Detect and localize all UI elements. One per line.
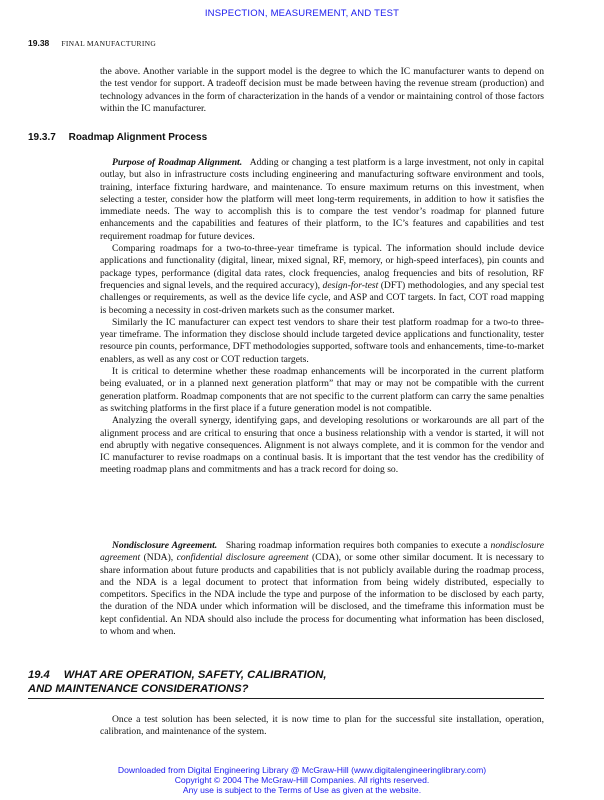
- nda-text-2: (NDA),: [143, 552, 174, 564]
- running-head: [28, 38, 156, 48]
- nda-text-3: (CDA), or some other similar document. It is necessary to share information about future products and capabilities that is not publicly available during the roadmap process, and the NDA is a legal document to protect that information from being widely distributed, especially to competitors. Specifics in the NDA include the type and purpose of the information to be disclosed by each party, the duration of the NDA under which information will be disclosed, and the timeframe this information must be kept confidential. An NDA should also include the process for documenting what information has been disclosed, to whom and when.: [100, 552, 544, 638]
- critical-paragraph: It is critical to determine whether these roadmap enhancements will be incorporated in the current platform being evaluated, or in a planned next generation platform” that may or may not be compatible with the current generation platform. Roadmap components that are not specific to the current platform can carry the same penalties as switching platforms in the first place if a future generation model is not compatible.: [100, 366, 544, 414]
- subsection-number: 19.3.7: [28, 132, 56, 143]
- purpose-paragraph: [100, 157, 544, 243]
- footer-terms-link[interactable]: Any use is subject to the Terms of Use as given at the website.: [182, 785, 422, 795]
- nda-text-block: [100, 540, 544, 638]
- analyzing-paragraph: Analyzing the overall synergy, identifying gaps, and developing resolutions or workarounds are all part of the alignment process and are critical to ensuring that once a business relationship with a vendor is started, it will not end abruptly with negative consequences. Alignment is not always complete, and it is common for the vendor and IC manufacturer to revise roadmaps on a continual basis. It is important that the test vendor has the credibility of meeting roadmap plans and commitments and has a track record for doing so.: [100, 415, 544, 476]
- major-section-heading: [28, 668, 544, 699]
- purpose-run-head: Purpose of Roadmap Alignment.: [112, 157, 243, 168]
- major-section-title-line1: WHAT ARE OPERATION, SAFETY, CALIBRATION,: [63, 669, 327, 681]
- top-banner: INSPECTION, MEASUREMENT, AND TEST: [204, 8, 400, 19]
- comparing-paragraph: [100, 243, 544, 317]
- similarly-paragraph: Similarly the IC manufacturer can expect test vendors to share their test platform roadmap for a two-to three-year timeframe. The information they disclose should include targeted device applications and functionality, tester resource pin counts, performance, DFT methodologies supported, software tools and enhancements, time-to-market enablers, as well as any cost or COT reduction targets.: [100, 316, 544, 365]
- nda-text-1: Sharing roadmap information requires both companies to execute a: [225, 540, 488, 551]
- nda-paragraph: [100, 540, 544, 638]
- roadmap-text-block: [100, 157, 544, 477]
- subsection-heading: [28, 132, 207, 143]
- purpose-text: Adding or changing a test platform is a large investment, not only in capital outlay, but also in infrastructure costs including engineering and manufacturing software environment and tools, training, interface fixturing hardware, and maintenance. To ensure maximum returns on this investment, when selecting a tester, consider how the platform will meet long-term requirements, in addition to how it satisfies the immediate needs. The way to accomplish this is to compare the test vendor’s roadmap for planned future enhancements and the capabilities and features of their platform, to the IC’s features and capabilities and test requirement roadmap for future devices.: [100, 157, 544, 242]
- major-section-title-line2: AND MAINTENANCE CONSIDERATIONS?: [28, 683, 249, 695]
- nda-italic-term-2: confidential disclosure agreement: [176, 552, 309, 564]
- footer: [0, 765, 604, 795]
- intro-paragraph-block: [100, 66, 544, 115]
- comparing-text-2: (DFT) methodologies, and any special test challenges or requirements, as well as the device life cycle, and ASP and COT targets. In fact, COT road mapping is becoming a necessity in cost-driven markets such as the consumer market.: [100, 279, 545, 316]
- running-head-section: FINAL MANUFACTURING: [61, 39, 157, 48]
- major-section-number: 19.4: [28, 669, 50, 681]
- closing-paragraph: Once a test solution has been selected, it is now time to plan for the successful site installation, operation, calibration, and maintenance of the system.: [100, 714, 544, 738]
- closing-paragraph-block: [100, 714, 544, 739]
- comparing-italic-term: design-for-test: [322, 279, 379, 291]
- comparing-text-1: Comparing roadmaps for a two-to-three-year timeframe is typical. The information should include device applications and functionality (digital, linear, mixed signal, RF, memory, or high-speed interfaces), pin counts and package types, performance (digital data rates, clock frequencies, analog frequencies and bits of resolution, RF frequencies and signal levels, and the required accuracy),: [100, 243, 544, 291]
- footer-copyright: Copyright © 2004 The McGraw-Hill Companies. All rights reserved.: [174, 775, 430, 785]
- footer-download-link[interactable]: Downloaded from Digital Engineering Library @ McGraw-Hill (www.digitalengineeringlibrary.com): [117, 765, 487, 775]
- subsection-title: Roadmap Alignment Process: [68, 132, 208, 143]
- intro-paragraph: the above. Another variable in the support model is the degree to which the IC manufacturer wants to depend on the test vendor for support. A tradeoff decision must be made between having the revenue stream (production) and technology advances in the form of characterization in the hands of a vendor or maintaining control of those factors within the IC manufacturer.: [100, 66, 544, 114]
- nda-run-head: Nondisclosure Agreement.: [112, 540, 218, 551]
- nda-italic-term-1: nondisclosure agreement: [100, 540, 544, 564]
- page-number: 19.38: [28, 38, 50, 48]
